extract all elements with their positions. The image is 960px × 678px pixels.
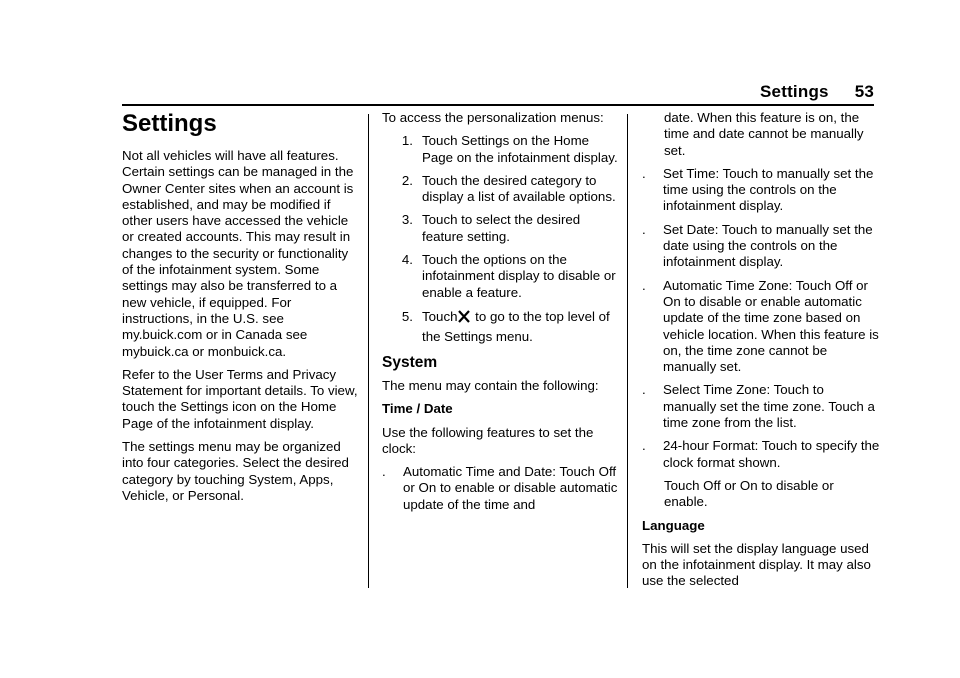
paragraph: Not all vehicles will have all features. Certain settings can be managed in the Owner Center sites when an account is established, and may be modified if other users have accessed the vehicle or created accounts. This may result in changes to the security or functionality of the infotainment system. Some settings may also be transferred to a new vehicle, if equipped. For instructions, in the U.S. see my.buick.com or in Canada see mybuick.ca or monbuick.ca. [122,148,354,359]
bullet-text: 24-hour Format: Touch to specify the clock format shown. [663,438,880,470]
subheading-language: Language [642,517,705,533]
page-number: 53 [854,82,874,101]
step-number: 1. [401,133,413,149]
step-number: 5. [401,308,413,324]
list-item [382,173,620,206]
paragraph: The menu may contain the following: [382,377,599,393]
bullet-text: Select Time Zone: Touch to manually set the time zone. Touch a time zone from the list. [663,382,875,431]
paragraph: Refer to the User Terms and Privacy Statement for important details. To view, touch the Settings icon on the Home Page of the infotainment display. [122,366,358,431]
list-item [382,252,620,301]
bullet-mark: . [642,382,646,398]
page-title: Settings [122,110,217,137]
step-number: 3. [401,212,413,228]
bullet-mark: . [382,464,386,480]
step-text [422,308,620,346]
list-item [382,212,620,245]
bullet-mark: . [642,438,646,454]
paragraph-continuation: date. When this feature is on, the time and date cannot be manually set. [664,110,864,158]
paragraph: To access the personalization menus: [382,110,604,125]
bullet-text: Set Date: Touch to manually set the date using the controls on the infotainment display. [663,221,873,270]
step-text: Touch to select the desired feature setting. [422,212,581,244]
bullet-mark: . [642,165,646,181]
list-item [382,308,620,346]
bullet-text: Automatic Time Zone: Touch Off or On to disable or enable automatic update of the time zone based on vehicle location. When this feature is on, the time zone cannot be manually set. [663,277,879,375]
paragraph: This will set the display language used on the infotainment display. It may also use the selected [642,540,871,589]
step-text: Touch Settings on the Home Page on the infotainment display. [422,133,618,165]
column-2 [382,110,620,520]
list-item [642,278,880,376]
bullet-text: Set Time: Touch to manually set the time using the controls on the infotainment display. [663,165,874,214]
step-number: 2. [401,172,413,188]
list-item [382,133,620,166]
paragraph: The settings menu may be organized into four categories. Select the desired category by touching System, Apps, Vehicle, or Personal. [122,439,349,503]
list-item [642,166,880,215]
close-x-icon [458,310,470,328]
bullet-mark: . [642,277,646,293]
list-item [642,222,880,271]
step-text-before: Touch [422,308,458,324]
list-item [382,464,620,513]
column-divider-1 [368,114,369,588]
step-text: Touch the desired category to display a list of available options. [422,172,616,205]
list-item [642,438,880,471]
step-text: Touch the options on the infotainment display to disable or enable a feature. [422,252,616,300]
section-heading-system: System [382,353,438,371]
header-section-title: Settings [760,82,829,101]
step-number: 4. [401,252,413,268]
column-1 [122,109,360,511]
paragraph: Use the following features to set the clock: [382,424,594,456]
list-item [642,382,880,431]
step-text-after: to go to the top level of the Settings menu. [422,308,610,344]
bullet-mark: . [642,221,646,237]
paragraph-note: Touch Off or On to disable or enable. [664,477,834,510]
bullet-text: Automatic Time and Date: Touch Off or On to enable or disable automatic update of the time and [403,464,618,512]
running-header [760,82,874,102]
column-3 [642,110,880,597]
subheading-time-date: Time / Date [382,401,453,417]
column-divider-2 [627,114,628,588]
header-rule [122,104,874,106]
